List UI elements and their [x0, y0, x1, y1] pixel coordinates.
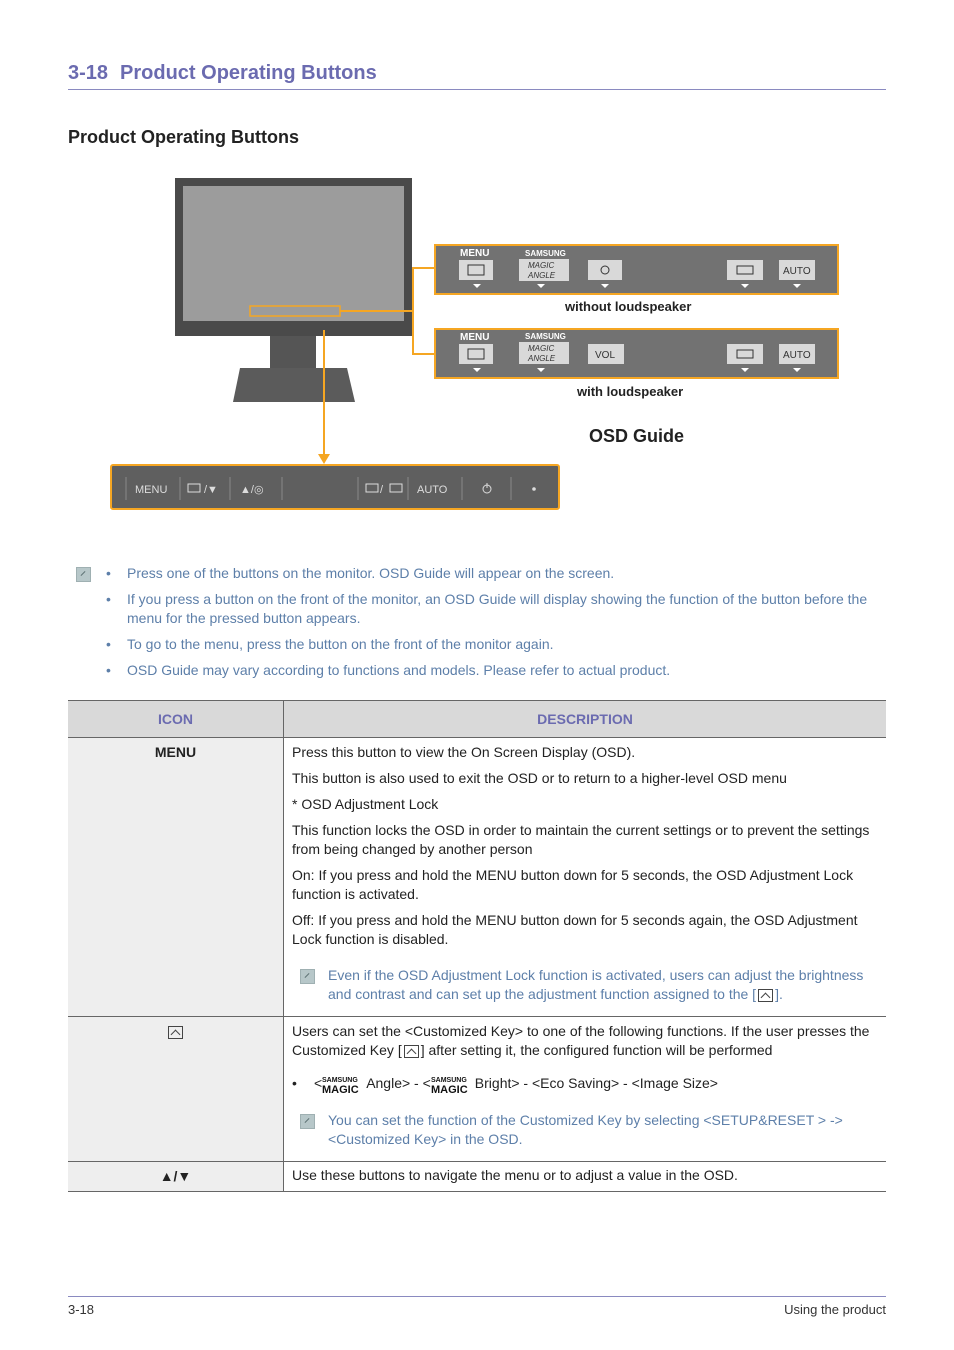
note-item: • If you press a button on the front of the monitor, an OSD Guide will display showing the function of the button before the menu for the pressed button appears.	[106, 591, 868, 626]
footer-section: Using the product	[784, 1302, 886, 1317]
samsung-magic-logo	[322, 1074, 366, 1094]
svg-text:SAMSUNG: SAMSUNG	[430, 1077, 467, 1085]
table-row	[68, 1017, 886, 1162]
panel1-caption: without loudspeaker	[565, 299, 692, 314]
note-item: • OSD Guide may vary according to functions and models. Please refer to actual product.	[106, 662, 671, 678]
panel2-menu-label: MENU	[460, 332, 490, 343]
note-icon	[300, 1114, 315, 1129]
monitor-diagram	[100, 170, 860, 520]
bar-auto-label: AUTO	[417, 484, 448, 496]
note-icon	[76, 567, 91, 582]
function-list-item: • < SAMSUNG MAGIC Angle> - < SAMSUNG MAGIC Bright> - <Eco Saving> - <Image Size>	[292, 1075, 718, 1095]
osd-panel-without-speaker	[435, 245, 838, 294]
osd-guide-title: OSD Guide	[589, 426, 685, 446]
panel1-auto-label: AUTO	[783, 266, 811, 277]
custom-key-icon	[758, 989, 773, 1002]
table-row	[68, 738, 886, 1017]
custom-key-icon	[168, 1026, 183, 1039]
panel1-magic-label: MAGIC	[528, 261, 555, 270]
svg-text:/▼: /▼	[204, 484, 218, 496]
svg-text:SAMSUNG: SAMSUNG	[322, 1077, 358, 1085]
svg-text:▲/◎: ▲/◎	[240, 484, 264, 496]
note-icon	[300, 969, 315, 984]
footer-rule	[68, 1296, 886, 1297]
inline-note: Even if the OSD Adjustment Lock function is activated, users can adjust the brightness and contrast and can set up the adjustment function assigned to the [ ].	[292, 966, 878, 1004]
monitor-screen	[183, 186, 404, 321]
subheading: Product Operating Buttons	[68, 127, 299, 147]
footer-page-number: 3-18	[68, 1302, 95, 1317]
header-icon: ICON	[68, 701, 284, 738]
panel2-caption: with loudspeaker	[577, 384, 684, 399]
section-number: 3-18	[68, 62, 109, 84]
panel1-menu-label: MENU	[460, 248, 490, 259]
notes-block	[76, 564, 886, 687]
header-description: DESCRIPTION	[284, 701, 887, 738]
osd-panel-with-speaker	[435, 329, 838, 378]
bar-menu-label: MENU	[135, 484, 168, 496]
row-desc-custom-key: Users can set the <Customized Key> to one of the following functions. If the user presses the Customized Key [ ] after setting it, the configured function will be performed • < SAMSUNG MAGIC Angle> - < SAMSUNG MAGIC Bright> - <Eco Saving> - <Image Size> You can set the function of the Customized Key by selecting <SETUP&RESET > -> <Customized Key> in the OSD.	[284, 1017, 887, 1162]
table-header-row	[68, 701, 886, 738]
row-icon-menu: MENU	[68, 738, 284, 1017]
table-row	[68, 1162, 886, 1192]
custom-key-icon	[404, 1045, 419, 1058]
monitor-stand-base	[233, 368, 355, 402]
panel2-vol-label: VOL	[595, 350, 616, 361]
front-button-bar	[111, 465, 559, 509]
row-icon-custom-key	[68, 1017, 284, 1162]
section-heading	[68, 62, 377, 85]
heading-rule	[68, 89, 886, 90]
note-item: • To go to the menu, press the button on the front of the monitor again.	[106, 636, 554, 652]
panel2-samsung-label: SAMSUNG	[525, 332, 566, 341]
panel1-samsung-label: SAMSUNG	[525, 249, 566, 258]
panel2-auto-label: AUTO	[783, 350, 811, 361]
svg-text:/: /	[380, 484, 384, 496]
panel1-angle-label: ANGLE	[528, 271, 556, 280]
section-title: Product Operating Buttons	[120, 62, 377, 84]
note-item: • Press one of the buttons on the monitor. OSD Guide will appear on the screen.	[76, 564, 886, 583]
row-desc-nav: Use these buttons to navigate the menu or to adjust a value in the OSD.	[284, 1162, 887, 1192]
row-icon-nav: ▲/▼	[68, 1162, 284, 1192]
samsung-magic-logo	[431, 1074, 475, 1094]
button-table	[68, 700, 886, 1192]
panel2-angle-label: ANGLE	[528, 354, 556, 363]
svg-text:MAGIC: MAGIC	[322, 1084, 359, 1095]
panel2-magic-label: MAGIC	[528, 344, 555, 353]
inline-note: You can set the function of the Customized Key by selecting <SETUP&RESET > -> <Customized Key> in the OSD.	[292, 1111, 878, 1149]
row-desc-menu: Press this button to view the On Screen Display (OSD). This button is also used to exit the OSD or to return to a higher-level OSD menu * OSD Adjustment Lock This function locks the OSD in order to maintain the current settings or to prevent the settings from being changed by another person On: If you press and hold the MENU button down for 5 seconds, the OSD Adjustment Lock function is activated. Off: If you press and hold the MENU button down for 5 seconds again, the OSD Adjustment Lock function is disabled. Even if the OSD Adjustment Lock function is activated, users can adjust the brightness and contrast and can set up the adjustment function assigned to the [ ].	[284, 738, 887, 1017]
svg-text:MAGIC: MAGIC	[430, 1084, 468, 1095]
